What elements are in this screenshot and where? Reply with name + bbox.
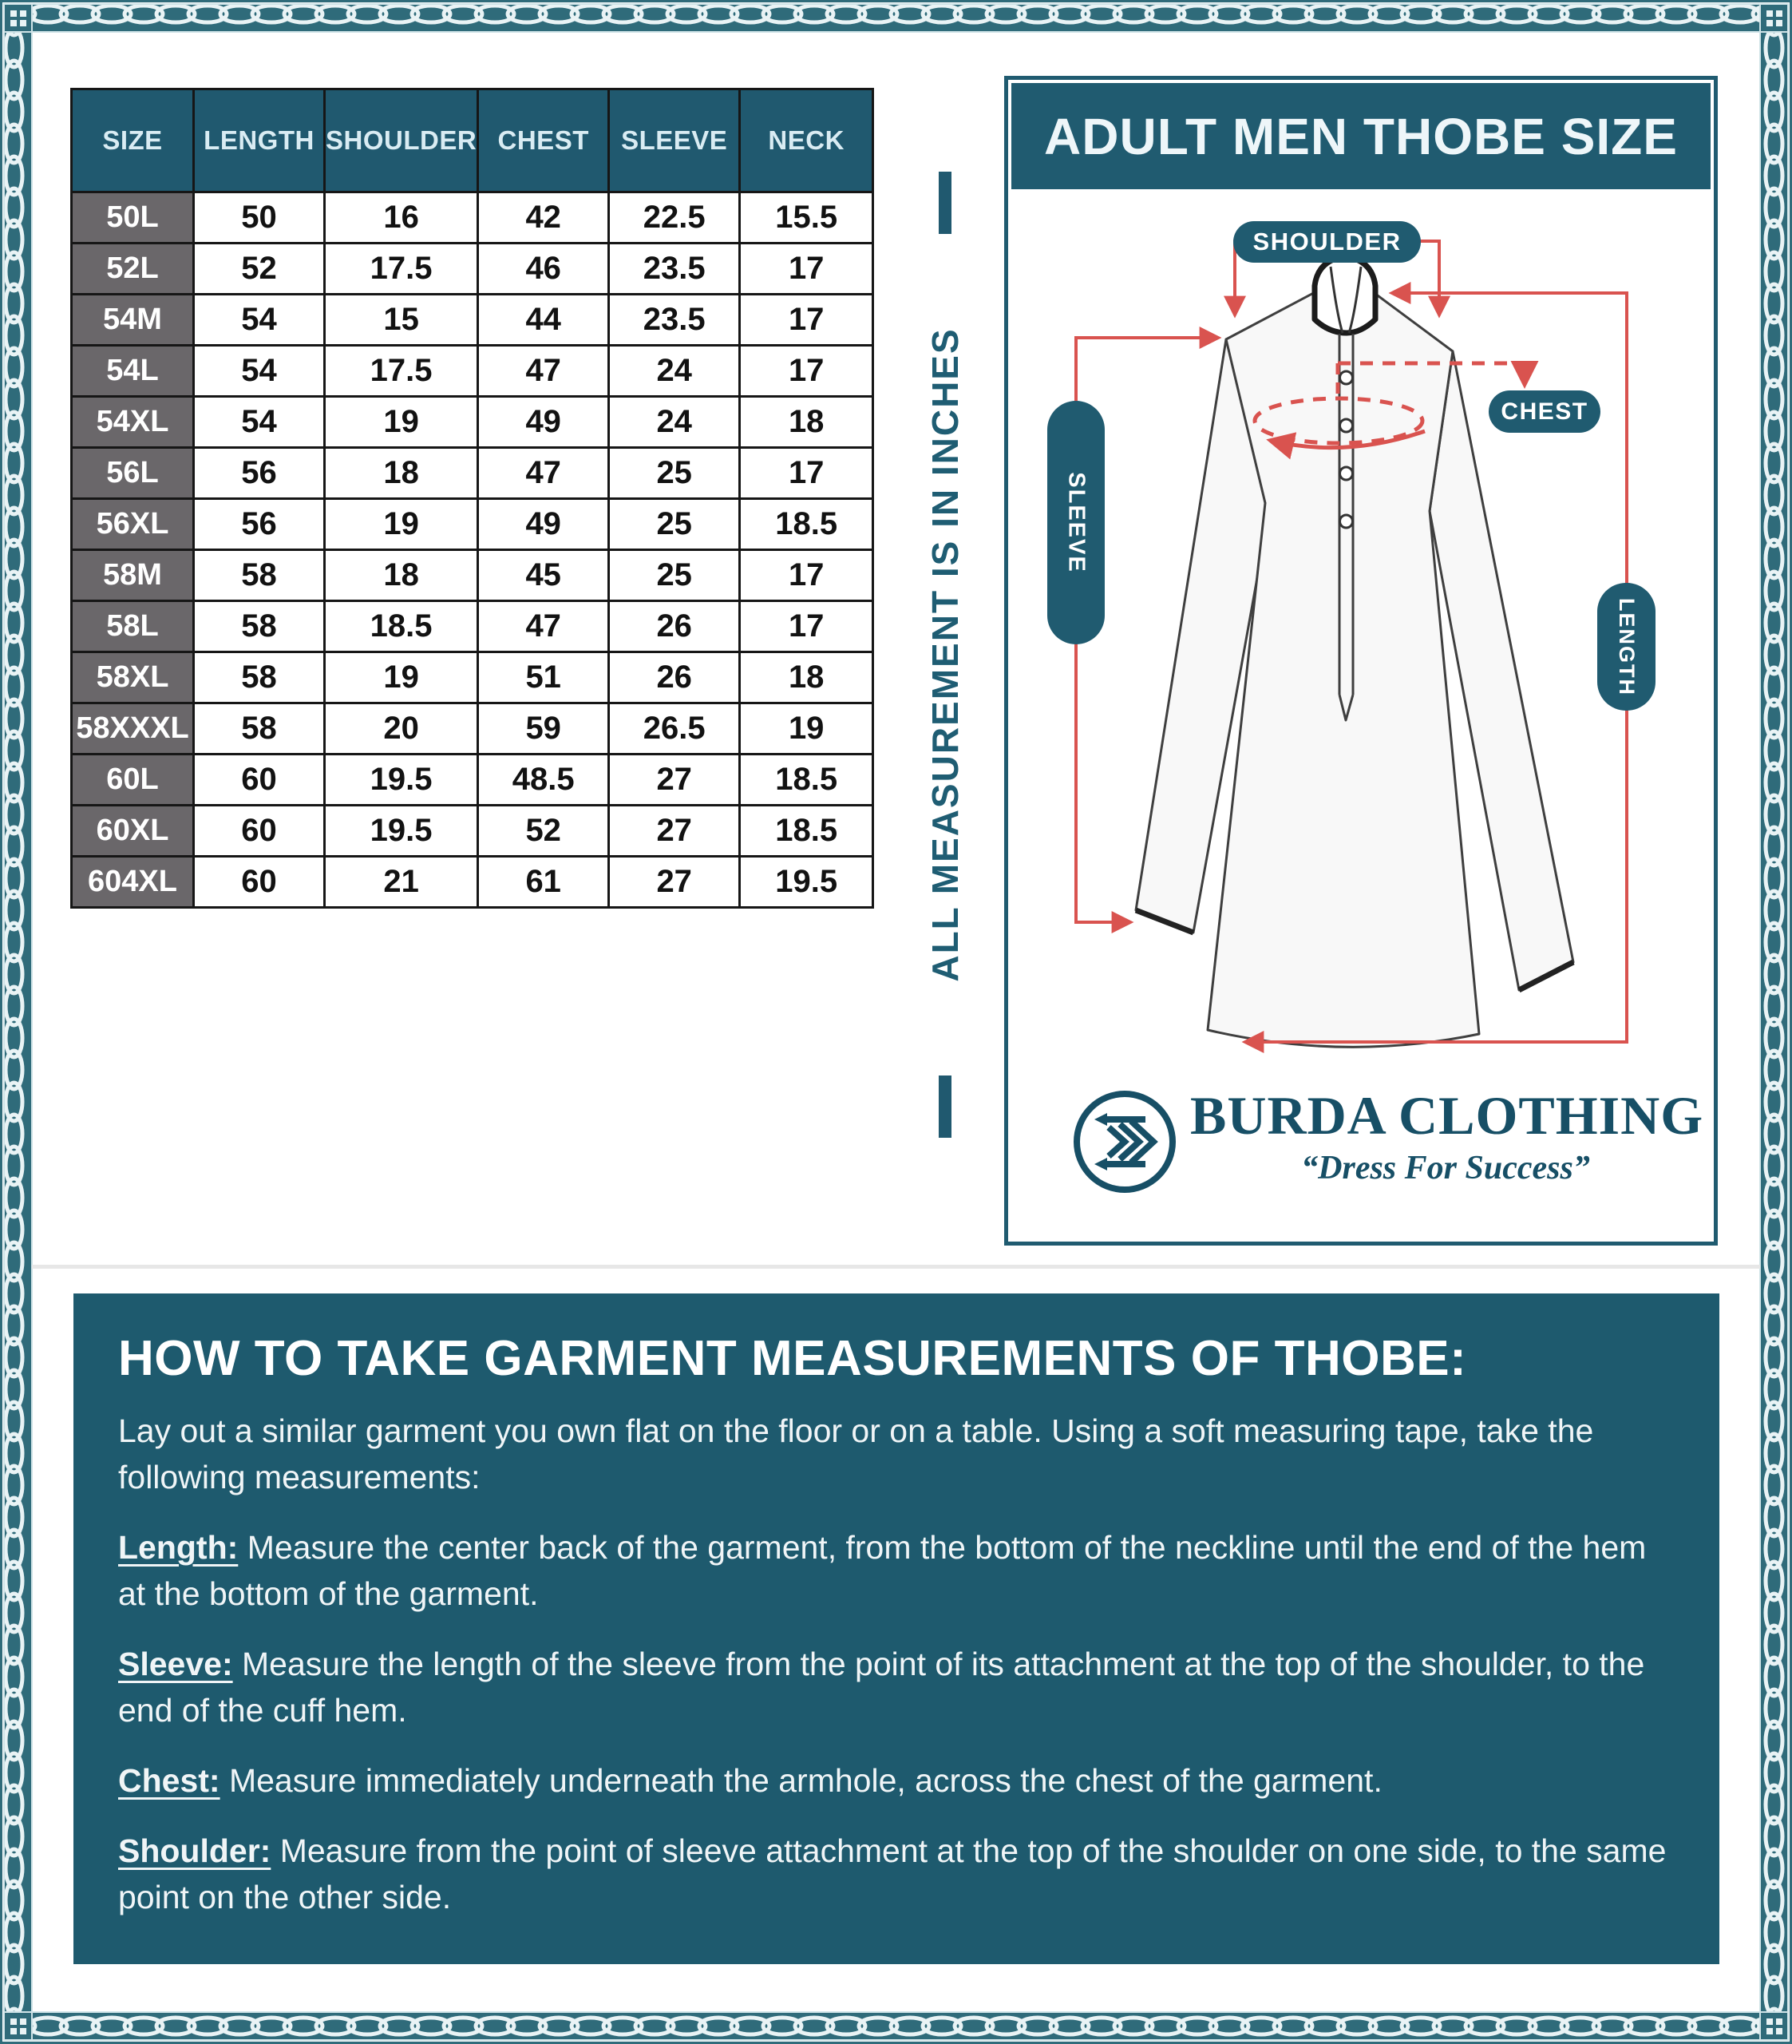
value-cell: 56: [194, 499, 325, 550]
instructions-title: HOW TO TAKE GARMENT MEASUREMENTS OF THOBE:: [118, 1331, 1467, 1386]
instructions-intro: Lay out a similar garment you own flat on the floor or on a table. Using a soft measuring tape, take the following measurements:: [118, 1412, 1594, 1495]
value-cell: 25: [609, 550, 740, 601]
value-cell: 58: [194, 601, 325, 652]
instruction-text: Measure from the point of sleeve attachment at the top of the shoulder on one side, to the same point on the other side.: [118, 1832, 1667, 1915]
size-label-cell: 52L: [72, 244, 194, 295]
value-cell: 25: [609, 448, 740, 499]
shoulder-label-pill: [1233, 221, 1421, 263]
size-label-cell: 56L: [72, 448, 194, 499]
size-label-cell: 54M: [72, 295, 194, 346]
value-cell: 26: [609, 601, 740, 652]
size-label-cell: 60XL: [72, 806, 194, 857]
chest-label: CHEST: [1501, 398, 1588, 425]
size-label-cell: 604XL: [72, 857, 194, 908]
table-row: [72, 601, 873, 652]
table-row: [72, 806, 873, 857]
value-cell: 15.5: [740, 192, 873, 244]
table-row: [72, 295, 873, 346]
table-row: [72, 448, 873, 499]
value-cell: 27: [609, 857, 740, 908]
thobe-diagram-panel: [1004, 76, 1718, 1246]
vertical-note-top-bar: [939, 172, 951, 234]
value-cell: 17: [740, 346, 873, 397]
vertical-note-bottom-bar: [939, 1075, 951, 1138]
value-cell: 52: [478, 806, 609, 857]
table-row: [72, 244, 873, 295]
instruction-label: Length:: [118, 1529, 239, 1566]
value-cell: 54: [194, 295, 325, 346]
value-cell: 26: [609, 652, 740, 703]
value-cell: 18: [325, 448, 478, 499]
column-header: CHEST: [478, 89, 609, 192]
value-cell: 58: [194, 550, 325, 601]
instruction-item: [118, 1828, 1675, 1920]
value-cell: 24: [609, 397, 740, 448]
value-cell: 48.5: [478, 755, 609, 806]
value-cell: 50: [194, 192, 325, 244]
value-cell: 26.5: [609, 703, 740, 755]
table-row: [72, 499, 873, 550]
size-label-cell: 56XL: [72, 499, 194, 550]
instruction-text: Measure the length of the sleeve from the point of its attachment at the top of the shoulder, to the end of the cuff hem.: [118, 1646, 1645, 1729]
value-cell: 60: [194, 857, 325, 908]
value-cell: 19.5: [325, 755, 478, 806]
value-cell: 27: [609, 755, 740, 806]
table-row: [72, 652, 873, 703]
value-cell: 22.5: [609, 192, 740, 244]
value-cell: 17.5: [325, 244, 478, 295]
instruction-text: Measure the center back of the garment, from the bottom of the neckline until the end of the hem at the bottom of the garment.: [118, 1529, 1647, 1612]
instruction-label: Chest:: [118, 1762, 220, 1799]
value-cell: 56: [194, 448, 325, 499]
value-cell: 60: [194, 755, 325, 806]
value-cell: 58: [194, 703, 325, 755]
thobe-garment-illustration: [1136, 256, 1573, 1047]
size-label-cell: 54L: [72, 346, 194, 397]
size-label-cell: 58L: [72, 601, 194, 652]
value-cell: 49: [478, 499, 609, 550]
collar: [1315, 256, 1375, 333]
panel-title: ADULT MEN THOBE SIZE: [1011, 83, 1711, 189]
size-label-cell: 58XXXL: [72, 703, 194, 755]
value-cell: 42: [478, 192, 609, 244]
value-cell: 49: [478, 397, 609, 448]
sleeve-label: SLEEVE: [1063, 472, 1090, 573]
value-cell: 59: [478, 703, 609, 755]
value-cell: 58: [194, 652, 325, 703]
value-cell: 18: [740, 397, 873, 448]
value-cell: 18: [740, 652, 873, 703]
table-row: [72, 703, 873, 755]
value-cell: 17: [740, 295, 873, 346]
value-cell: 15: [325, 295, 478, 346]
value-cell: 23.5: [609, 244, 740, 295]
brand-wordmark: [1190, 1084, 1704, 1190]
shoulder-bracket-right: [1415, 241, 1439, 314]
chest-label-pill: [1489, 390, 1600, 433]
value-cell: 21: [325, 857, 478, 908]
sleeve-label-pill: [1047, 401, 1105, 644]
value-cell: 45: [478, 550, 609, 601]
size-label-cell: 60L: [72, 755, 194, 806]
value-cell: 18: [325, 550, 478, 601]
value-cell: 54: [194, 397, 325, 448]
instruction-item: [118, 1757, 1675, 1804]
value-cell: 17: [740, 550, 873, 601]
value-cell: 46: [478, 244, 609, 295]
value-cell: 20: [325, 703, 478, 755]
value-cell: 47: [478, 601, 609, 652]
column-header: SLEEVE: [609, 89, 740, 192]
length-label-pill: [1597, 583, 1656, 711]
table-row: [72, 346, 873, 397]
length-label: LENGTH: [1615, 597, 1639, 696]
table-row: [72, 857, 873, 908]
instruction-item: [118, 1524, 1675, 1617]
brand-tagline: “Dress For Success”: [1301, 1150, 1590, 1186]
value-cell: 18.5: [740, 806, 873, 857]
thobe-body: [1208, 289, 1479, 1047]
value-cell: 19: [325, 499, 478, 550]
value-cell: 19: [325, 397, 478, 448]
table-row: [72, 192, 873, 244]
brand-name: BURDA CLOTHING: [1190, 1085, 1704, 1146]
size-label-cell: 54XL: [72, 397, 194, 448]
size-table: [70, 88, 874, 909]
instruction-label: Shoulder:: [118, 1832, 271, 1869]
column-header: LENGTH: [194, 89, 325, 192]
value-cell: 18.5: [740, 755, 873, 806]
value-cell: 44: [478, 295, 609, 346]
value-cell: 60: [194, 806, 325, 857]
instructions-list: [118, 1524, 1675, 1920]
size-label-cell: 58M: [72, 550, 194, 601]
value-cell: 23.5: [609, 295, 740, 346]
measurement-unit-note: ALL MEASUREMENT IS IN INCHES: [924, 327, 966, 982]
value-cell: 51: [478, 652, 609, 703]
table-row: [72, 755, 873, 806]
value-cell: 17: [740, 448, 873, 499]
value-cell: 52: [194, 244, 325, 295]
instruction-label: Sleeve:: [118, 1646, 233, 1682]
shoulder-label: SHOULDER: [1252, 228, 1402, 256]
instruction-text: Measure immediately underneath the armhole, across the chest of the garment.: [220, 1762, 1383, 1799]
value-cell: 25: [609, 499, 740, 550]
value-cell: 19.5: [325, 806, 478, 857]
value-cell: 19: [740, 703, 873, 755]
value-cell: 47: [478, 448, 609, 499]
value-cell: 47: [478, 346, 609, 397]
table-row: [72, 550, 873, 601]
value-cell: 24: [609, 346, 740, 397]
table-header-row: [72, 89, 873, 192]
column-header: SIZE: [72, 89, 194, 192]
size-label-cell: 50L: [72, 192, 194, 244]
column-header: NECK: [740, 89, 873, 192]
value-cell: 19.5: [740, 857, 873, 908]
value-cell: 61: [478, 857, 609, 908]
size-label-cell: 58XL: [72, 652, 194, 703]
value-cell: 19: [325, 652, 478, 703]
value-cell: 17: [740, 601, 873, 652]
value-cell: 27: [609, 806, 740, 857]
value-cell: 16: [325, 192, 478, 244]
brand-logo-icon: [1070, 1087, 1179, 1196]
instructions-section: [73, 1293, 1719, 1964]
instruction-item: [118, 1641, 1675, 1733]
section-divider: [32, 1265, 1760, 1269]
value-cell: 18.5: [740, 499, 873, 550]
value-cell: 18.5: [325, 601, 478, 652]
value-cell: 54: [194, 346, 325, 397]
column-header: SHOULDER: [325, 89, 478, 192]
value-cell: 17.5: [325, 346, 478, 397]
table-row: [72, 397, 873, 448]
value-cell: 17: [740, 244, 873, 295]
